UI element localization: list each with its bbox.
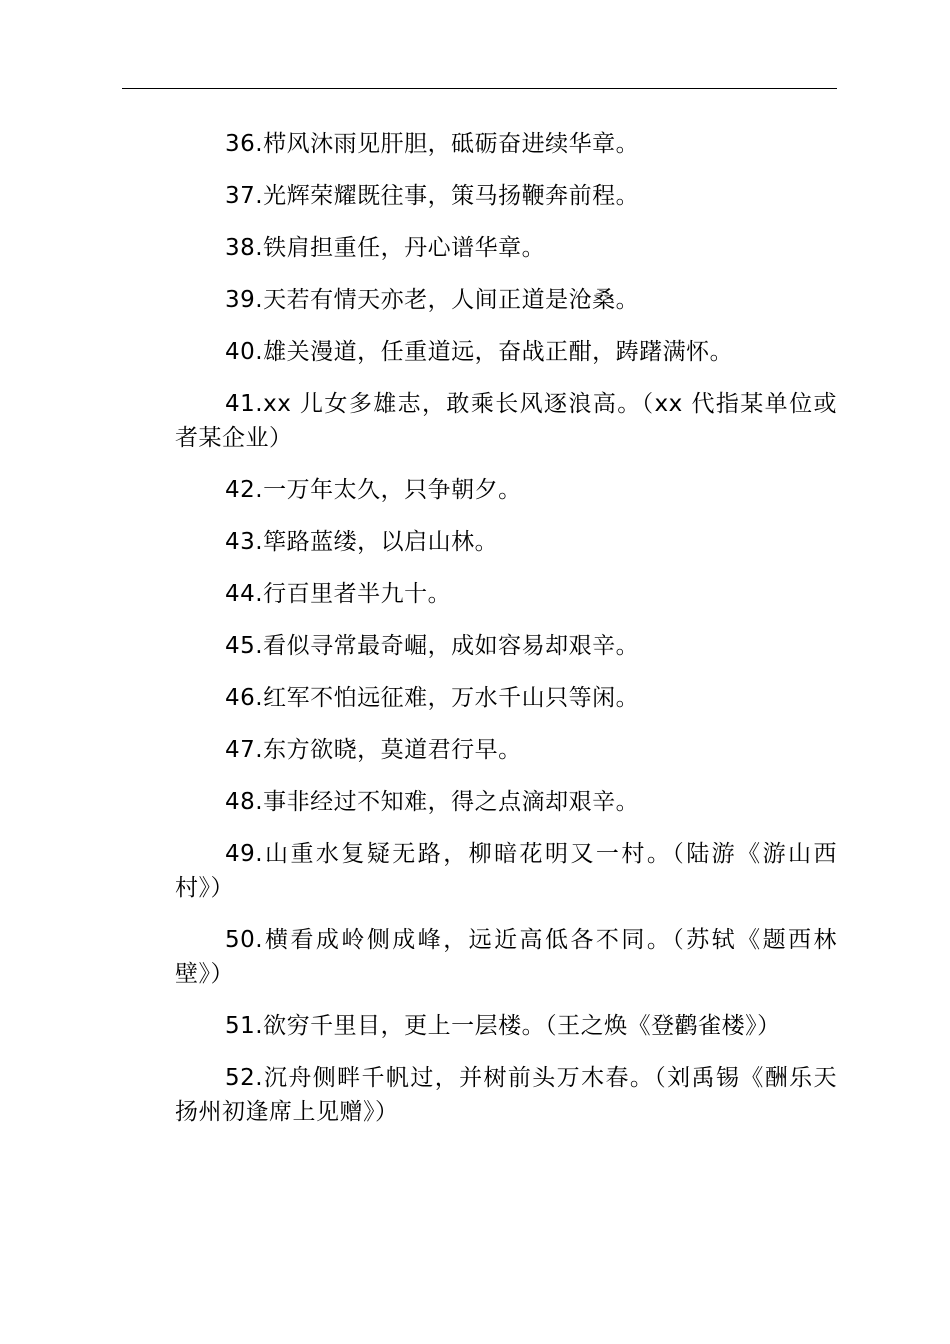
quote-line-49: 49.山重水复疑无路，柳暗花明又一村。（陆游《游山西村》） bbox=[175, 841, 837, 901]
quote-line-46: 46.红军不怕远征难，万水千山只等闲。 bbox=[225, 685, 640, 711]
quote-line-38: 38.铁肩担重任，丹心谱华章。 bbox=[225, 235, 546, 261]
quote-line-47: 47.东方欲晓，莫道君行早。 bbox=[225, 737, 522, 763]
quote-line-50: 50.横看成岭侧成峰，远近高低各不同。（苏轼《题西林壁》） bbox=[175, 927, 837, 987]
quote-line-45: 45.看似寻常最奇崛，成如容易却艰辛。 bbox=[225, 633, 640, 659]
quote-line-41: 41.xx 儿女多雄志，敢乘长风逐浪高。（xx 代指某单位或者某企业） bbox=[175, 391, 837, 451]
quote-line-42: 42.一万年太久，只争朝夕。 bbox=[225, 477, 522, 503]
quote-line-52: 52.沉舟侧畔千帆过，并树前头万木春。（刘禹锡《酬乐天扬州初逢席上见赠》） bbox=[175, 1065, 837, 1125]
quote-line-44: 44.行百里者半九十。 bbox=[225, 581, 452, 607]
quote-line-40: 40.雄关漫道，任重道远，奋战正酣，踌躇满怀。 bbox=[225, 339, 734, 365]
quote-line-51: 51.欲穷千里目，更上一层楼。（王之焕《登鹳雀楼》） bbox=[225, 1013, 781, 1039]
document-body bbox=[175, 127, 837, 1147]
quote-line-48: 48.事非经过不知难，得之点滴却艰辛。 bbox=[225, 789, 640, 815]
quote-line-39: 39.天若有情天亦老，人间正道是沧桑。 bbox=[225, 287, 640, 313]
quote-line-36: 36.栉风沐雨见肝胆，砥砺奋进续华章。 bbox=[225, 131, 640, 157]
header-rule bbox=[122, 88, 837, 89]
quote-line-37: 37.光辉荣耀既往事，策马扬鞭奔前程。 bbox=[225, 183, 640, 209]
quote-line-43: 43.筚路蓝缕，以启山林。 bbox=[225, 529, 499, 555]
